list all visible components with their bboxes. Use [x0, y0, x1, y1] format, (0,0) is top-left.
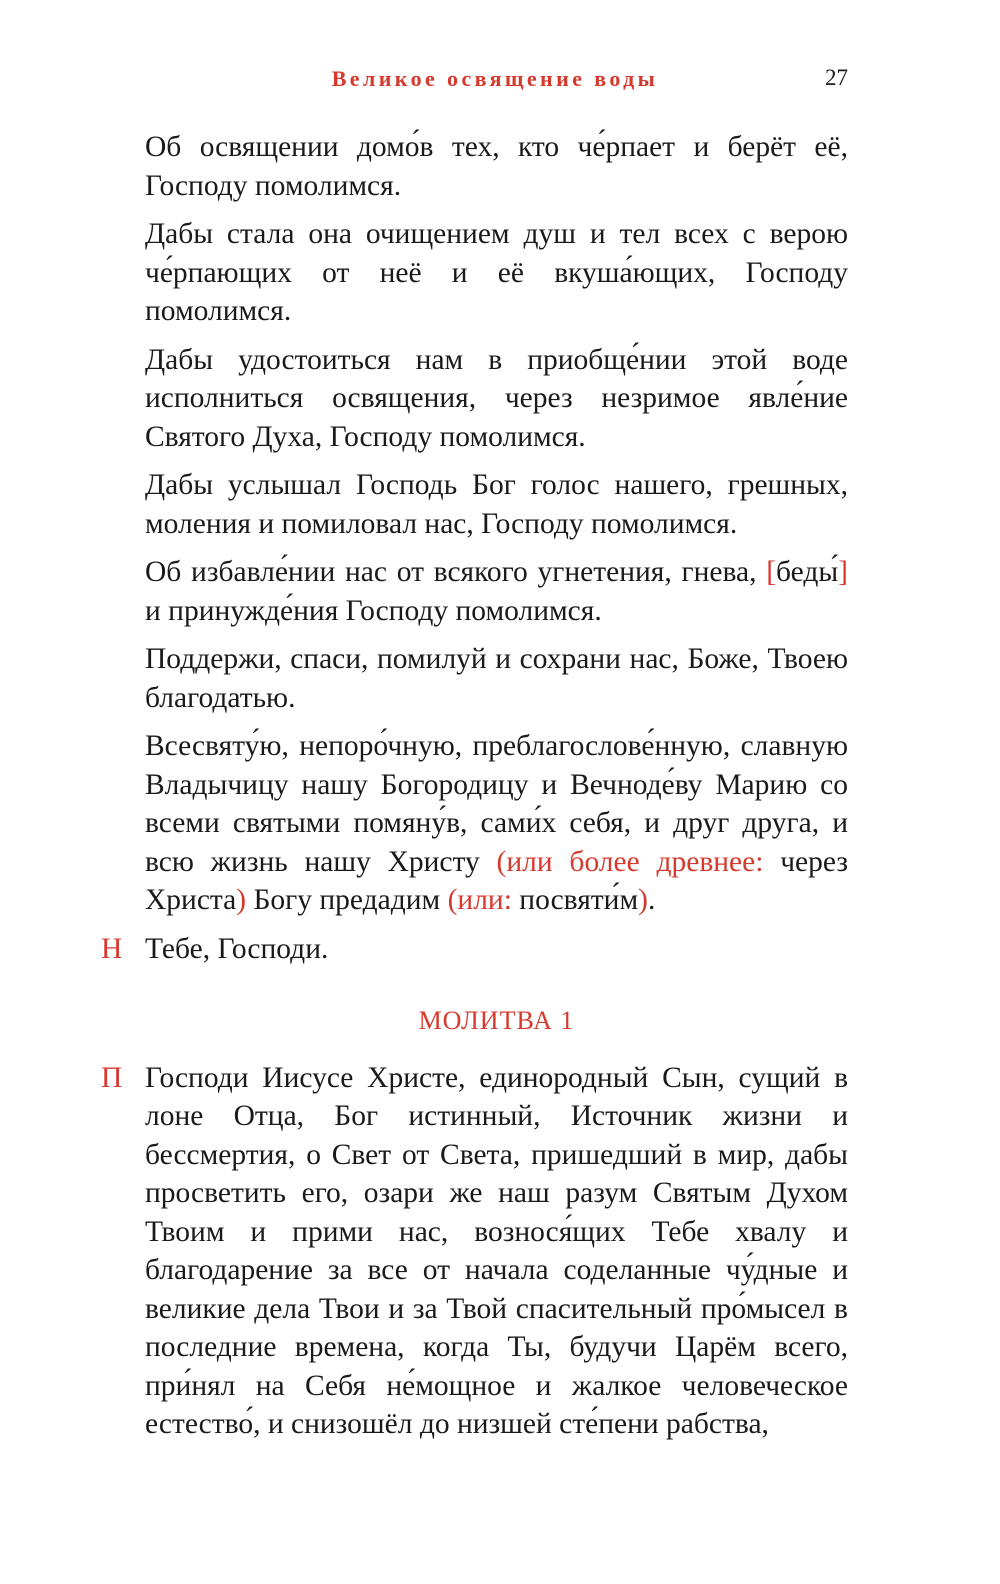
rubric-note: (или:	[447, 884, 512, 916]
prayer-paragraph	[101, 1059, 848, 1444]
petition-paragraph: Дабы услышал Господь Бог голос нашего, грешных, моления и помиловал нас, Господу помолимся.	[145, 469, 848, 540]
prayer-text: Господи Иисусе Христе, единородный Сын, сущий в лоне Отца, Бог истинный, Источник жизни и бессмертия, о Свет от Света, пришедший в мир, дабы просветить его, озари же наш разум Святым Духом Твоим и прими нас, вознося́щих Тебе хвалу и благодарение за все от начала соделанные чу́дные и великие дела Твои и за Твой спасительный про́мысел в последние времена, когда Ты, будучи Царём всего, при́нял на Себя не́мощное и жалкое человеческое естество́, и снизошёл до низшей сте́пени рабства,	[145, 1061, 848, 1440]
petition-paragraph: Дабы удостоиться нам в приобще́нии этой воде исполниться освящения, через незримое явле́ние Святого Духа, Господу помолимся.	[145, 343, 848, 453]
page-number: 27	[825, 65, 848, 90]
rubric-bracket: [	[766, 556, 777, 588]
petition-paragraph	[145, 553, 848, 630]
text-span: Богу предадим	[246, 884, 448, 916]
text-span: Об избавле́нии нас от всякого угнетения, гнева,	[145, 556, 767, 588]
text-span: Всесвяту́ю, непоро́чную, преблагослове́нную, славную Владычицу нашу Богородицу и Вечноде́ву Марию со всеми святыми помяну́в, сами́х себя, и друг друга, и всю жизнь нашу Христу	[145, 730, 848, 878]
text-span: и принужде́ния Господу помолимся.	[145, 594, 602, 627]
response-paragraph	[101, 930, 848, 969]
rubric-note: )	[638, 884, 648, 916]
prayer-heading: МОЛИТВА 1	[418, 1006, 575, 1035]
rubric-note: (или более древнее:	[496, 845, 764, 878]
rubric-bracket: ]	[838, 556, 848, 588]
text-span: .	[647, 884, 656, 916]
commemoration-paragraph	[145, 727, 848, 920]
rubric-note: )	[236, 884, 247, 916]
text-span: посвяти́м	[511, 884, 639, 916]
petition-paragraph: Об освящении домо́в тех, кто че́рпает и берёт её, Господу помолимся.	[145, 131, 848, 202]
running-head	[145, 65, 848, 100]
speaker-marker: Н	[101, 932, 123, 965]
response-text: Тебе, Господи.	[145, 932, 329, 965]
speaker-marker: П	[101, 1061, 123, 1094]
running-head-title: Великое освящение воды	[331, 66, 659, 91]
text-span: через Христа	[145, 845, 848, 916]
body-text	[101, 128, 848, 1454]
petition-paragraph: Дабы стала она очищением душ и тел всех с верою че́рпающих от неё и её вкуша́ющих, Господу помолимся.	[145, 218, 848, 327]
petition-paragraph: Поддержи, спаси, помилуй и сохрани нас, Боже, Твоею благодатью.	[145, 643, 848, 714]
bracketed-word: беды́	[776, 556, 839, 588]
